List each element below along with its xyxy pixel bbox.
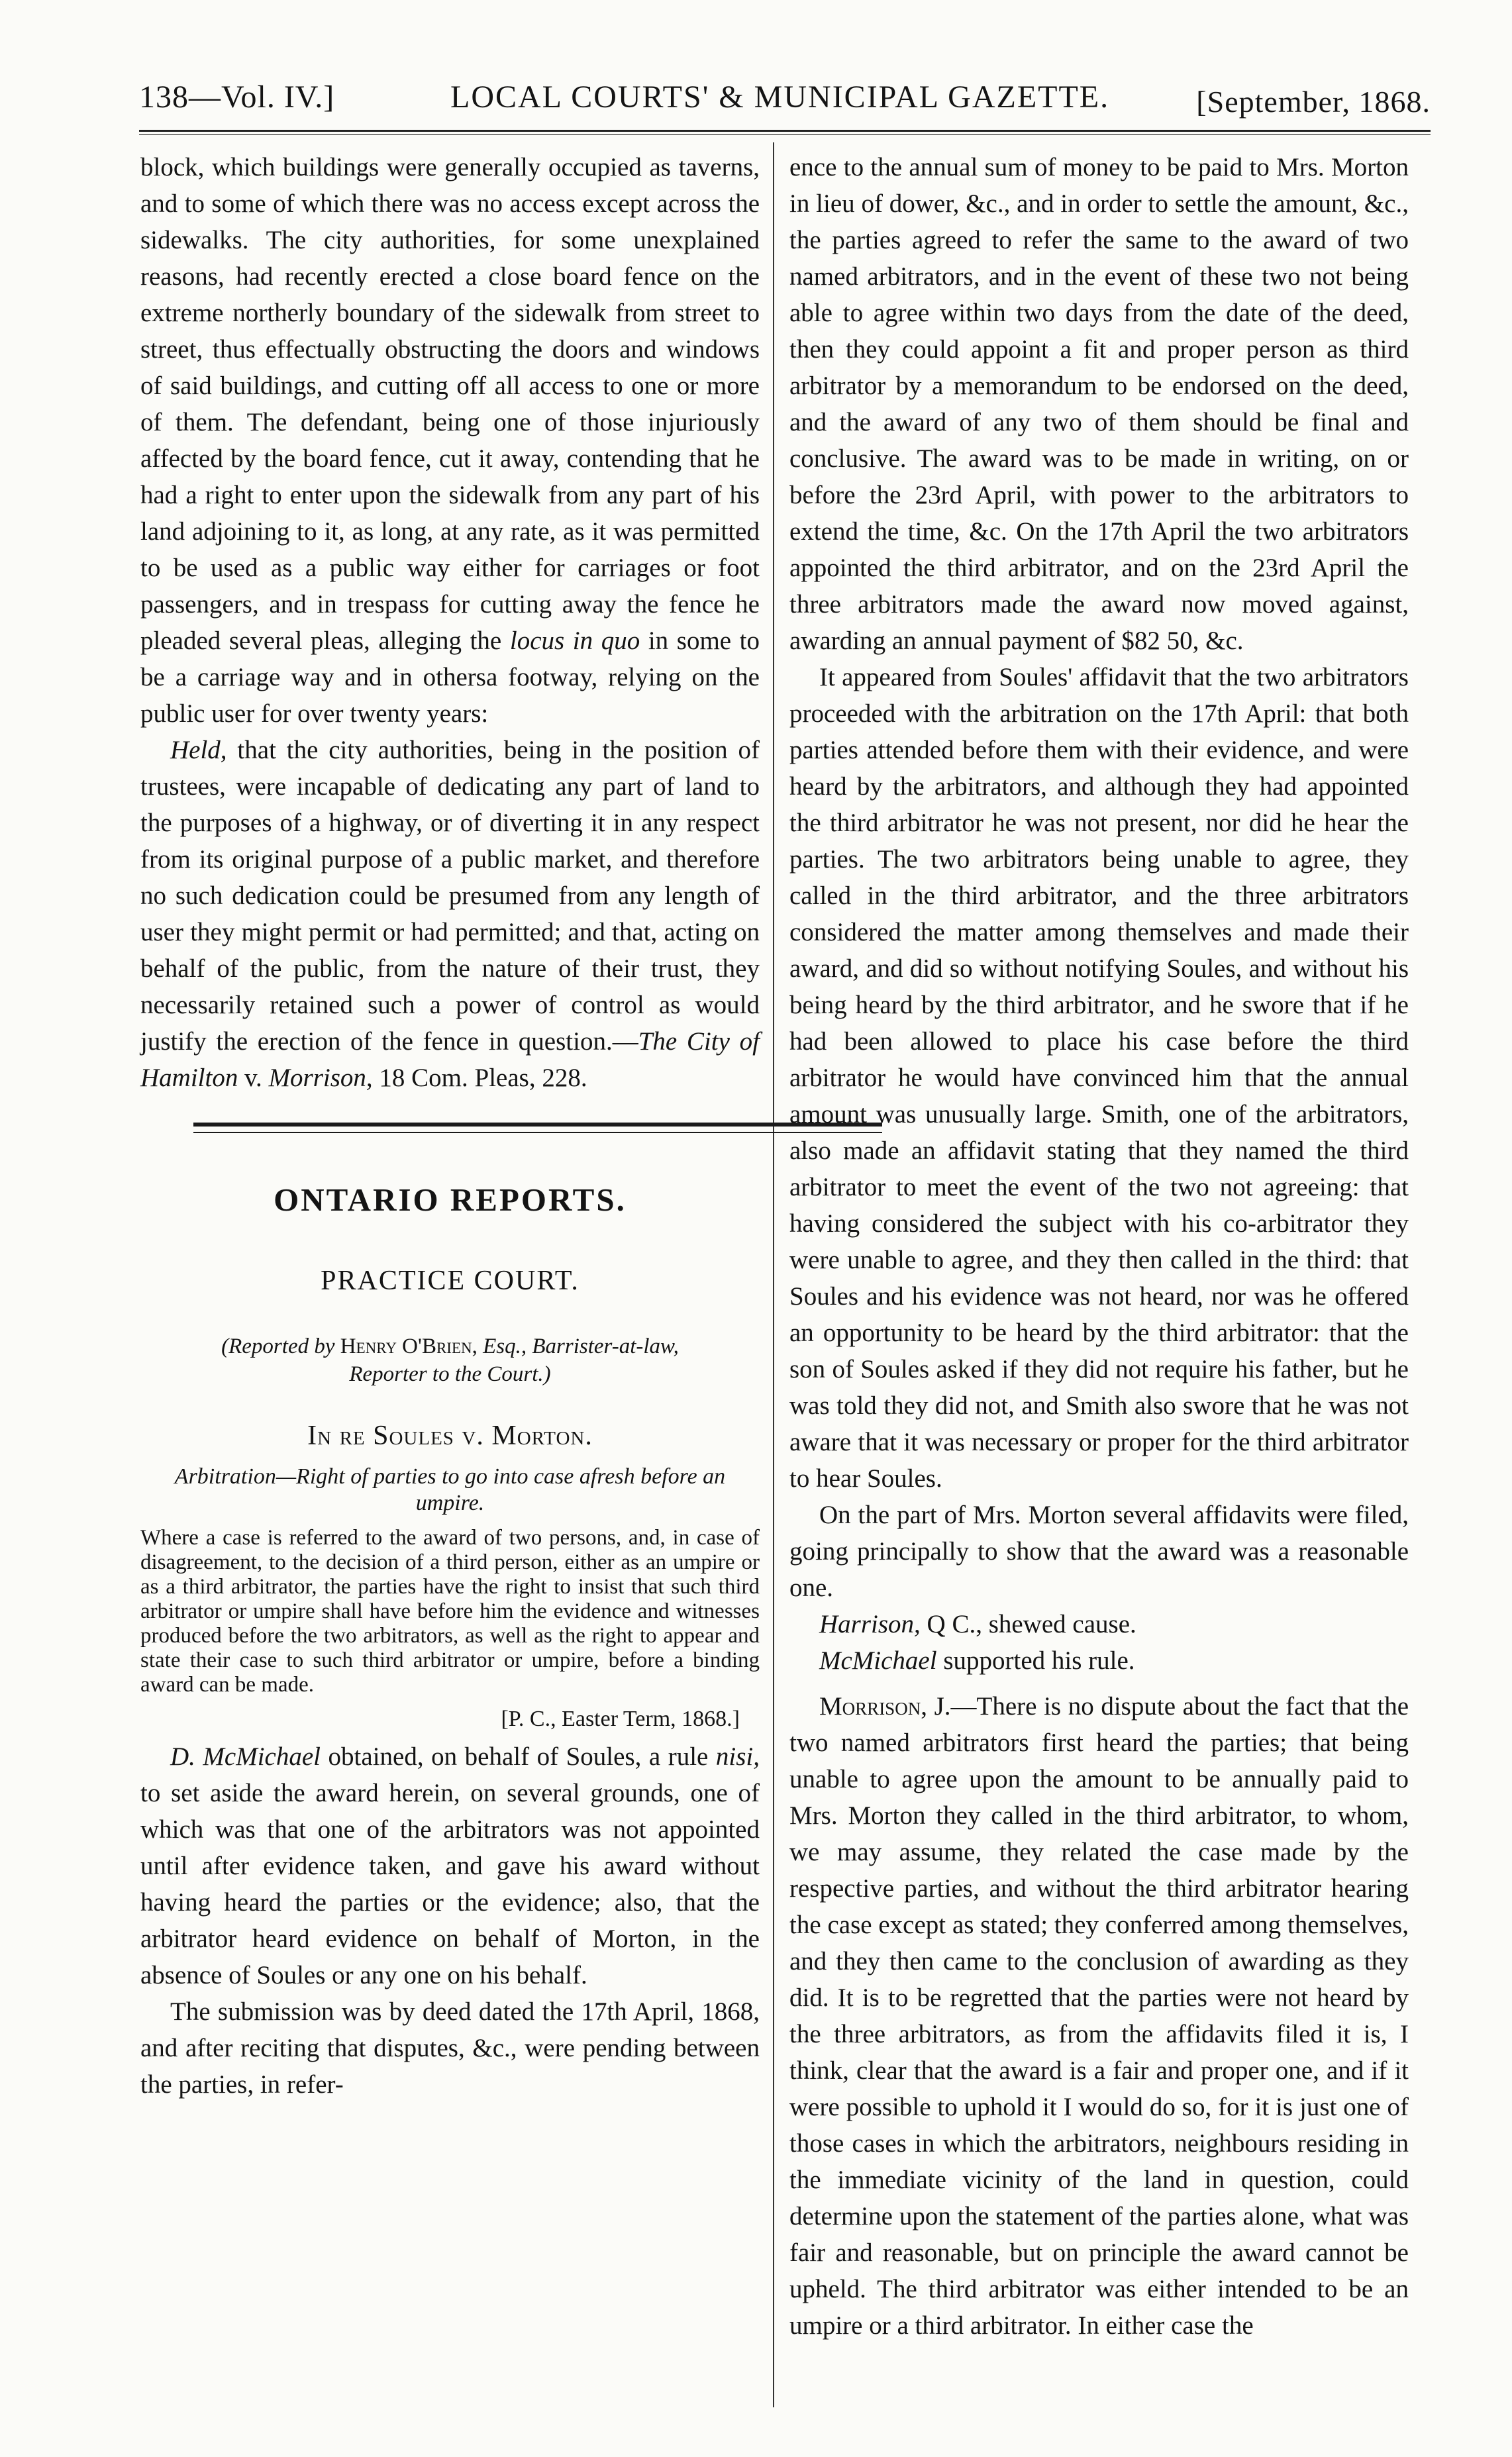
header-rule <box>139 130 1431 135</box>
court-heading: PRACTICE COURT. <box>321 1266 580 1296</box>
page-header <box>139 70 1431 123</box>
paragraph: It appeared from Soules' affidavit that the two arbitrators proceeded with the arbitration on the 17th April: that both parties attended before them with their evidence, and were heard by the arbitrators, and although they had appointed the third arbitrator he was not present, nor did he hear the parties. The two arbitrators being unable to agree, they called in the third arbitrator, and the three arbitrators considered the matter among themselves and made their award, and did so without notifying Soules, and without his being heard by the third arbitrator, and he swore that if he had been allowed to place his case before the third arbitrator he would have convinced him that the annual amount was unusually large. Smith, one of the arbitrators, also made an affidavit stating that they named the third arbitrator to meet the event of the two not agreeing: that having considered the subject with his co-arbitrator they were unable to agree, and they then called in the third: that Soules and his evidence was not heard, nor was he offered an opportunity to be heard by the third arbitrator: that the son of Soules asked if they did not require his father, but he was told they did not, and Smith also swore that he was not aware that it was necessary or proper for the third arbitrator to hear Soules. <box>789 663 1409 1493</box>
right-column <box>789 149 1409 2344</box>
paragraph: On the part of Mrs. Morton several affidavits were filed, going principally to show that the award was a reasonable one. <box>789 1501 1409 1602</box>
paragraph: Held, that the city authorities, being in the position of trustees, were incapable of dedicating any part of land to the purposes of a highway, or of diverting it in any respect from its original purpose of a public market, and therefore no such dedication could be presumed from any length of user they might permit or had permitted; and that, acting on behalf of the public, from the nature of their trust, they necessarily retained such a power of control as would justify the erection of the fence in question.—The City of Hamilton v. Morrison, 18 Com. Pleas, 228. <box>140 736 760 1092</box>
paragraph: block, which buildings were generally occupied as taverns, and to some of which there was no access except across the sidewalks. The city authorities, for some unexplained reasons, had recently erected a close board fence on the extreme northerly boundary of the sidewalk from street to street, thus effectually obstructing the doors and windows of said buildings, and cutting off all access to one or more of them. The defendant, being one of those injuriously affected by the board fence, cut it away, contending that he had a right to enter upon the sidewalk from any part of his land adjoining to it, as long, at any rate, as it was permitted to be used as a public way either for carriages or foot passengers, and in trespass for cutting away the fence he pleaded several pleas, alleging the locus in quo in some to be a carriage way and in othersa footway, relying on the public user for over twenty years: <box>140 153 760 728</box>
publication-title: LOCAL COURTS' & MUNICIPAL GAZETTE. <box>450 79 1110 115</box>
paragraph: Morrison, J.—There is no dispute about the fact that the two named arbitrators first heard the parties; that being unable to agree upon the amount to be annually paid to Mrs. Morton they called in the third arbitrator, to whom, we may assume, they related the case made by the respective parties, and without the third arbitrator hearing the case except as stated; they conferred among themselves, and they then came to the conclusion of awarding as they did. It is to be regretted that the parties were not heard by the three arbitrators, as from the affidavits filed it is, I think, clear that the award is a fair and proper one, and if it were possible to uphold it I would do so, for it is just one of those cases in which the arbitrators, neighbours residing in the immediate vicinity of the land in question, could determine upon the statement of the parties alone, what was fair and reasonable, but on principle the award cannot be upheld. The third arbitrator was either intended to be an umpire or a third arbitrator. In either case the <box>789 1692 1409 2340</box>
case-title: In re Soules v. Morton. <box>307 1421 593 1451</box>
folio: 138—Vol. IV.] <box>139 79 335 115</box>
section-rule-thin <box>193 1132 882 1133</box>
issue-date: [September, 1868. <box>1196 85 1431 119</box>
paragraph: McMichael supported his rule. <box>819 1646 1135 1675</box>
reporter-note: (Reported by Henry O'Brien, Esq., Barrister-at-law, Reporter to the Court.) <box>221 1334 679 1386</box>
syllabus: Where a case is referred to the award of two persons, and, in case of disagreement, to the decision of a third person, either as an umpire or as a third arbitrator, the parties have the right to insist that such third arbitrator or umpire shall have before him the evidence and witnesses produced before the two arbitrators, as well as the right to appear and state their case to such third arbitrator or umpire, before a binding award can be made. <box>140 1526 760 1697</box>
paragraph: D. McMichael obtained, on behalf of Soules, a rule nisi, to set aside the award herein, on several grounds, one of which was that one of the arbitrators was not appointed until after evidence taken, and gave his award without having heard the parties or the evidence; also, that the arbitrator heard evidence on behalf of Morton, in the absence of Soules or any one on his behalf. <box>140 1742 760 1989</box>
left-column <box>140 149 760 2103</box>
section-title: ONTARIO REPORTS. <box>274 1181 627 1218</box>
term-note: [P. C., Easter Term, 1868.] <box>501 1707 740 1731</box>
section-rule <box>193 1123 882 1127</box>
paragraph: ence to the annual sum of money to be paid to Mrs. Morton in lieu of dower, &c., and in order to settle the amount, &c., the parties agreed to refer the same to the award of two named arbitrators, and in the event of these two not being able to agree within two days from the date of the deed, then they could appoint a fit and proper person as third arbitrator by a memorandum to be endorsed on the deed, and the award of any two of them should be final and conclusive. The award was to be made in writing, on or before the 23rd April, with power to the arbitrators to extend the time, &c. On the 17th April the two arbitrators appointed the third arbitrator, and on the 23rd April the three arbitrators made the award now moved against, awarding an annual payment of $82 50, &c. <box>789 153 1409 655</box>
paragraph: Harrison, Q C., shewed cause. <box>819 1610 1136 1638</box>
column-divider <box>773 142 774 2407</box>
headnote: Arbitration—Right of parties to go into case afresh before an umpire. <box>174 1464 726 1515</box>
paragraph: The submission was by deed dated the 17th April, 1868, and after reciting that disputes, &c., were pending between the parties, in refer- <box>140 1997 760 2099</box>
